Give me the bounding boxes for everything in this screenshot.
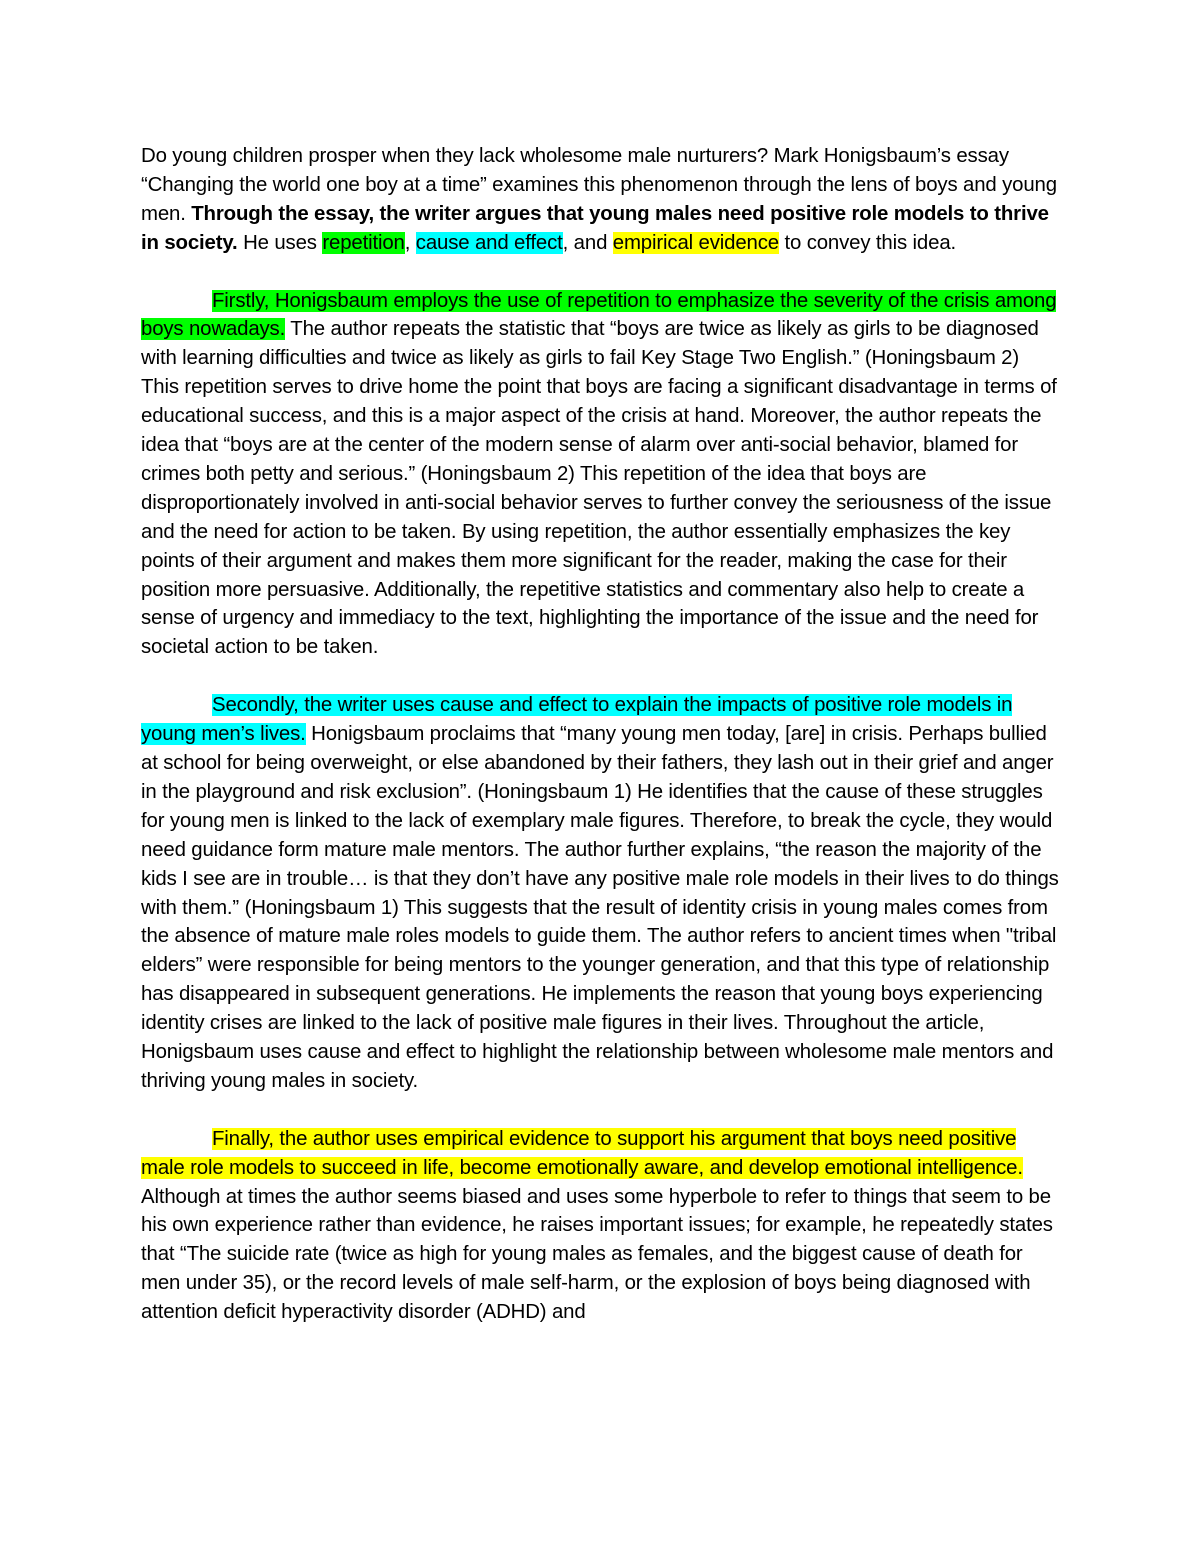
device-repetition: repetition <box>322 231 405 254</box>
intro-separator-2: , and <box>562 231 613 254</box>
device-cause-and-effect: cause and effect <box>415 231 563 254</box>
topic-sentence-empirical: Finally, the author uses empirical evidence to support his argument that boys need positive male role models to succeed in life, become emotionally aware, and develop emotional intelligence. <box>141 1127 1023 1179</box>
document-page <box>141 142 1061 1327</box>
paragraph-body-empirical: Although at times the author seems biased and uses some hyperbole to refer to things that seem to be his own experience rather than evidence, he raises important issues; for example, he repeatedly states that “The suicide rate (twice as high for young males as females, and the biggest cause of death for men under 35), or the record levels of male self-harm, or the explosion of boys being diagnosed with attention deficit hyperactivity disorder (ADHD) and <box>141 1185 1053 1324</box>
paragraph-body-repetition: The author repeats the statistic that “boys are twice as likely as girls to be diagnosed with learning difficulties and twice as likely as girls to fail Key Stage Two English.” (Honingsbaum 2) This repetition serves to drive home the point that boys are facing a significant disadvantage in terms of educational success, and this is a major aspect of the crisis at hand. Moreover, the author repeats the idea that “boys are at the center of the modern sense of alarm over anti-social behavior, blamed for crimes both petty and serious.” (Honingsbaum 2) This repetition of the idea that boys are disproportionately involved in anti-social behavior serves to further convey the seriousness of the issue and the need for action to be taken. By using repetition, the author essentially emphasizes the key points of their argument and makes them more significant for the reader, making the case for their position more persuasive. Additionally, the repetitive statistics and commentary also help to create a sense of urgency and immediacy to the text, highlighting the importance of the issue and the need for societal action to be taken. <box>141 318 1057 659</box>
body-paragraph-cause-effect <box>141 691 1061 1096</box>
paragraph-gap <box>141 1096 1061 1125</box>
thesis-statement: Through the essay, the writer argues that young males need positive role models to thrive in society. <box>141 202 1049 254</box>
topic-sentence-repetition: Firstly, Honigsbaum employs the use of repetition to emphasize the severity of the crisis among boys nowadays. <box>141 289 1057 341</box>
intro-text-3: to convey this idea. <box>778 231 957 254</box>
intro-text-2: He uses <box>237 231 323 254</box>
body-paragraph-repetition <box>141 287 1061 663</box>
intro-paragraph <box>141 142 1061 258</box>
topic-sentence-cause-effect: Secondly, the writer uses cause and effect to explain the impacts of positive role models in young men’s lives. <box>141 694 1013 746</box>
paragraph-body-cause-effect: Honigsbaum proclaims that “many young men today, [are] in crisis. Perhaps bullied at school for being overweight, or else abandoned by their fathers, they lash out in their grief and anger in the playground and risk exclusion”. (Honingsbaum 1) He identifies that the cause of these struggles for young men is linked to the lack of exemplary male figures. Therefore, to break the cycle, they would need guidance form mature male mentors. The author further explains, “the reason the majority of the kids I see are in trouble… is that they don’t have any positive male role models in their lives to do things with them.” (Honingsbaum 1) This suggests that the result of identity crisis in young males comes from the absence of mature male roles models to guide them. The author refers to ancient times when "tribal elders” were responsible for being mentors to the younger generation, and that this type of relationship has disappeared in subsequent generations. He implements the reason that young boys experiencing identity crises are linked to the lack of positive male figures in their lives. Throughout the article, Honigsbaum uses cause and effect to highlight the relationship between wholesome male mentors and thriving young males in society. <box>141 723 1059 1092</box>
intro-separator-1: , <box>404 231 416 254</box>
body-paragraph-empirical <box>141 1125 1061 1327</box>
intro-text-1: Do young children prosper when they lack wholesome male nurturers? Mark Honigsbaum’s essay “Changing the world one boy at a time” examines this phenomenon through the lens of boys and young men. <box>141 145 1057 225</box>
device-empirical-evidence: empirical evidence <box>612 231 779 254</box>
paragraph-gap <box>141 258 1061 287</box>
paragraph-gap <box>141 662 1061 691</box>
